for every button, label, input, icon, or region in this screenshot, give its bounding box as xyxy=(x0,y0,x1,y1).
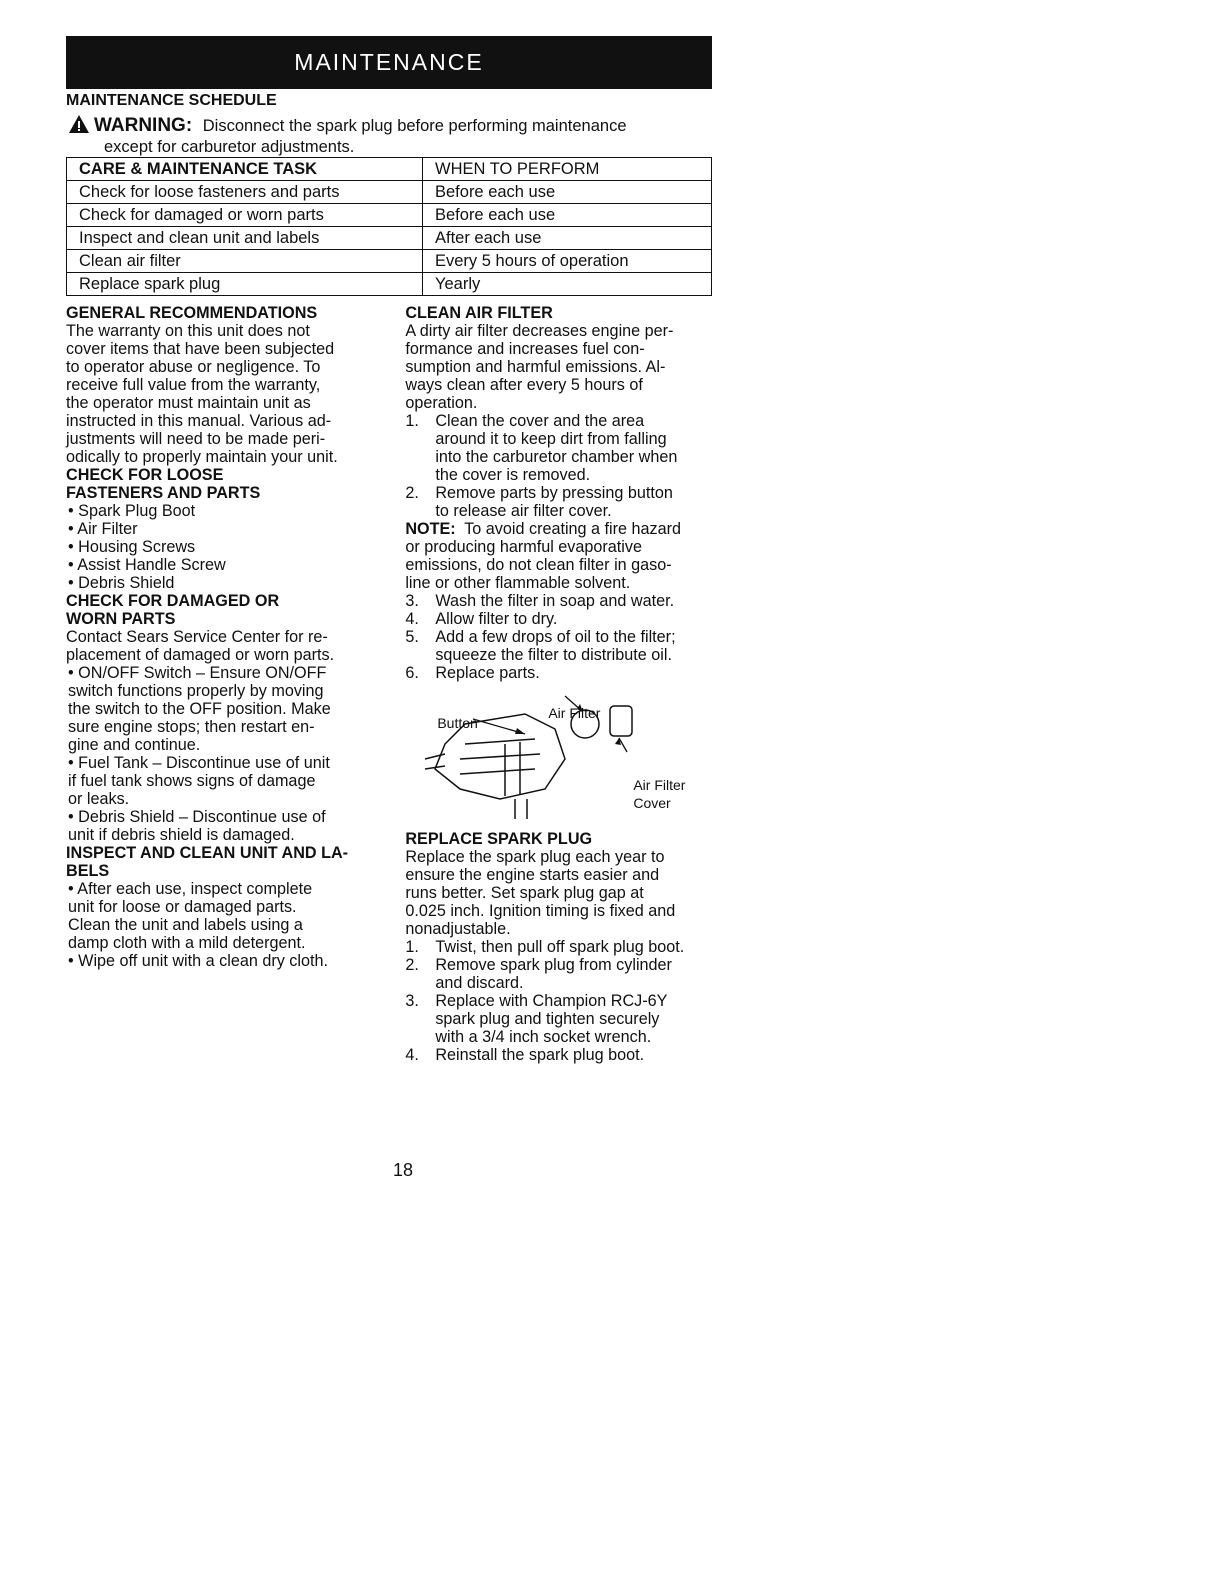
table-cell: Yearly xyxy=(423,273,712,296)
figure-label-cover-2: Cover xyxy=(633,795,671,811)
list-item-line: • After each use, inspect complete xyxy=(68,880,313,898)
step-line: to release air filter cover. xyxy=(435,502,612,520)
list-item-line: • ON/OFF Switch – Ensure ON/OFF xyxy=(68,664,327,682)
table-cell: After each use xyxy=(423,227,712,250)
damaged-parts-heading-2: WORN PARTS xyxy=(66,610,176,628)
text-line: justments will need to be made peri- xyxy=(66,430,326,448)
maintenance-table xyxy=(66,157,712,296)
text-line: odically to properly maintain your unit. xyxy=(66,448,338,466)
text-line: nonadjustable. xyxy=(405,920,511,938)
table-row xyxy=(67,273,712,296)
clean-air-filter-text xyxy=(405,322,712,412)
right-column xyxy=(405,304,712,1064)
step-number: 4. xyxy=(405,610,419,628)
note-line: emissions, do not clean filter in gaso- xyxy=(405,556,672,574)
section-banner xyxy=(66,36,712,89)
list-item xyxy=(66,556,405,574)
step-line: Remove spark plug from cylinder xyxy=(435,956,672,974)
step-line: around it to keep dirt from falling xyxy=(435,430,667,448)
step-number: 1. xyxy=(405,938,419,956)
text-line: runs better. Set spark plug gap at xyxy=(405,884,644,902)
step-number: 1. xyxy=(405,412,419,430)
step-item xyxy=(405,592,712,610)
table-cell: Inspect and clean unit and labels xyxy=(67,227,423,250)
step-number: 2. xyxy=(405,956,419,974)
step-item xyxy=(405,610,712,628)
damaged-parts-heading-1: CHECK FOR DAMAGED OR xyxy=(66,592,280,610)
replace-spark-plug-heading: REPLACE SPARK PLUG xyxy=(405,830,593,848)
table-cell: Check for loose fasteners and parts xyxy=(67,181,423,204)
note-line: line or other flammable solvent. xyxy=(405,574,631,592)
inspect-clean-heading-2: BELS xyxy=(66,862,110,880)
loose-fasteners-heading-2: FASTENERS AND PARTS xyxy=(66,484,261,502)
text-line: ways clean after every 5 hours of xyxy=(405,376,643,394)
step-line: Remove parts by pressing button xyxy=(435,484,673,502)
figure-label-cover-1: Air Filter xyxy=(633,777,686,793)
table-row xyxy=(67,227,712,250)
spark-plug-steps xyxy=(405,938,712,1064)
list-item-line: or leaks. xyxy=(68,790,130,808)
list-item xyxy=(66,808,405,844)
step-number: 5. xyxy=(405,628,419,646)
warning-icon xyxy=(68,114,90,138)
text-line: cover items that have been subjected xyxy=(66,340,335,358)
step-line: squeeze the filter to distribute oil. xyxy=(435,646,672,664)
table-cell: Replace spark plug xyxy=(67,273,423,296)
table-row xyxy=(67,181,712,204)
step-line: Reinstall the spark plug boot. xyxy=(435,1046,645,1064)
list-item xyxy=(66,754,405,808)
step-number: 3. xyxy=(405,592,419,610)
loose-fasteners-list xyxy=(66,502,405,592)
step-item xyxy=(405,992,712,1046)
list-item-line: • Air Filter xyxy=(68,520,138,538)
note-line: or producing harmful evaporative xyxy=(405,538,642,556)
step-line: with a 3/4 inch socket wrench. xyxy=(435,1028,652,1046)
table-cell: Before each use xyxy=(423,181,712,204)
list-item-line: damp cloth with a mild detergent. xyxy=(68,934,306,952)
list-item-line: • Debris Shield xyxy=(68,574,175,592)
list-item-line: Clean the unit and labels using a xyxy=(68,916,303,934)
step-item xyxy=(405,1046,712,1064)
list-item xyxy=(66,664,405,754)
list-item-line: • Debris Shield – Discontinue use of xyxy=(68,808,326,826)
table-row xyxy=(67,204,712,227)
inspect-clean-heading-1: INSPECT AND CLEAN UNIT AND LA- xyxy=(66,844,349,862)
step-number: 4. xyxy=(405,1046,419,1064)
step-item xyxy=(405,938,712,956)
replace-spark-plug-text xyxy=(405,848,712,938)
note-label: NOTE: xyxy=(405,520,456,538)
manual-page xyxy=(66,36,712,1064)
step-item xyxy=(405,956,712,992)
list-item xyxy=(66,520,405,538)
schedule-title: MAINTENANCE SCHEDULE xyxy=(66,92,277,109)
table-cell: Every 5 hours of operation xyxy=(423,250,712,273)
step-line: and discard. xyxy=(435,974,524,992)
figure-label-button: Button xyxy=(437,715,478,731)
step-item xyxy=(405,412,712,484)
step-line: Clean the cover and the area xyxy=(435,412,645,430)
left-column xyxy=(66,304,405,1064)
table-header-when: WHEN TO PERFORM xyxy=(423,158,712,181)
warning-text-2: except for carburetor adjustments. xyxy=(104,138,355,156)
list-item-line: • Assist Handle Screw xyxy=(68,556,226,574)
text-line: instructed in this manual. Various ad- xyxy=(66,412,332,430)
air-filter-steps-b xyxy=(405,592,712,682)
general-recommendations-heading: GENERAL RECOMMENDATIONS xyxy=(66,304,318,322)
text-line: Replace the spark plug each year to xyxy=(405,848,665,866)
air-filter-steps-a xyxy=(405,412,712,520)
list-item-line: the switch to the OFF position. Make xyxy=(68,700,331,718)
banner-title: MAINTENANCE xyxy=(294,49,484,75)
text-line: receive full value from the warranty, xyxy=(66,376,321,394)
list-item-line: • Wipe off unit with a clean dry cloth. xyxy=(68,952,328,970)
warning-label: WARNING: xyxy=(94,115,193,136)
note-line: To avoid creating a fire hazard xyxy=(464,520,682,538)
step-line: Replace with Champion RCJ-6Y xyxy=(435,992,668,1010)
list-item-line: unit for loose or damaged parts. xyxy=(68,898,297,916)
list-item-line: sure engine stops; then restart en- xyxy=(68,718,315,736)
step-line: Replace parts. xyxy=(435,664,540,682)
text-line: A dirty air filter decreases engine per- xyxy=(405,322,674,340)
step-item xyxy=(405,628,712,664)
step-line: Allow filter to dry. xyxy=(435,610,558,628)
general-recommendations-text xyxy=(66,322,405,466)
clean-air-filter-heading: CLEAN AIR FILTER xyxy=(405,304,553,322)
note-block xyxy=(405,520,712,592)
list-item xyxy=(66,574,405,592)
text-line: 0.025 inch. Ignition timing is fixed and xyxy=(405,902,676,920)
list-item-line: gine and continue. xyxy=(68,736,201,754)
table-cell: Check for damaged or worn parts xyxy=(67,204,423,227)
list-item xyxy=(66,538,405,556)
step-number: 6. xyxy=(405,664,419,682)
table-header-task: CARE & MAINTENANCE TASK xyxy=(67,158,423,181)
warning-text-1: Disconnect the spark plug before performing maintenance xyxy=(202,117,627,135)
table-row xyxy=(67,250,712,273)
table-cell: Clean air filter xyxy=(67,250,423,273)
list-item-line: • Fuel Tank – Discontinue use of unit xyxy=(68,754,330,772)
text-line: sumption and harmful emissions. Al- xyxy=(405,358,666,376)
figure-label-air-filter: Air Filter xyxy=(548,705,601,721)
two-column-body xyxy=(66,304,712,1064)
text-line: Contact Sears Service Center for re- xyxy=(66,628,328,646)
damaged-parts-text xyxy=(66,628,405,664)
inspect-clean-list xyxy=(66,880,405,970)
text-line: ensure the engine starts easier and xyxy=(405,866,660,884)
list-item-line: if fuel tank shows signs of damage xyxy=(68,772,316,790)
list-item-line: switch functions properly by moving xyxy=(68,682,324,700)
damaged-parts-list xyxy=(66,664,405,844)
list-item-line: • Spark Plug Boot xyxy=(68,502,196,520)
loose-fasteners-heading-1: CHECK FOR LOOSE xyxy=(66,466,224,484)
step-line: spark plug and tighten securely xyxy=(435,1010,660,1028)
table-cell: Before each use xyxy=(423,204,712,227)
step-number: 3. xyxy=(405,992,419,1010)
warning-block xyxy=(66,114,712,156)
step-line: into the carburetor chamber when xyxy=(435,448,678,466)
text-line: The warranty on this unit does not xyxy=(66,322,310,340)
text-line: the operator must maintain unit as xyxy=(66,394,311,412)
step-line: Twist, then pull off spark plug boot. xyxy=(435,938,685,956)
text-line: placement of damaged or worn parts. xyxy=(66,646,335,664)
step-item xyxy=(405,484,712,520)
step-line: Add a few drops of oil to the filter; xyxy=(435,628,676,646)
table-header-row xyxy=(67,158,712,181)
step-line: the cover is removed. xyxy=(435,466,591,484)
air-filter-illustration xyxy=(405,684,712,824)
list-item-line: • Housing Screws xyxy=(68,538,196,556)
list-item xyxy=(66,952,405,970)
text-line: to operator abuse or negligence. To xyxy=(66,358,321,376)
list-item xyxy=(66,502,405,520)
step-line: Wash the filter in soap and water. xyxy=(435,592,675,610)
text-line: formance and increases fuel con- xyxy=(405,340,645,358)
step-item xyxy=(405,664,712,682)
list-item xyxy=(66,880,405,952)
page-number: 18 xyxy=(393,1160,414,1180)
list-item-line: unit if debris shield is damaged. xyxy=(68,826,295,844)
text-line: operation. xyxy=(405,394,478,412)
step-number: 2. xyxy=(405,484,419,502)
